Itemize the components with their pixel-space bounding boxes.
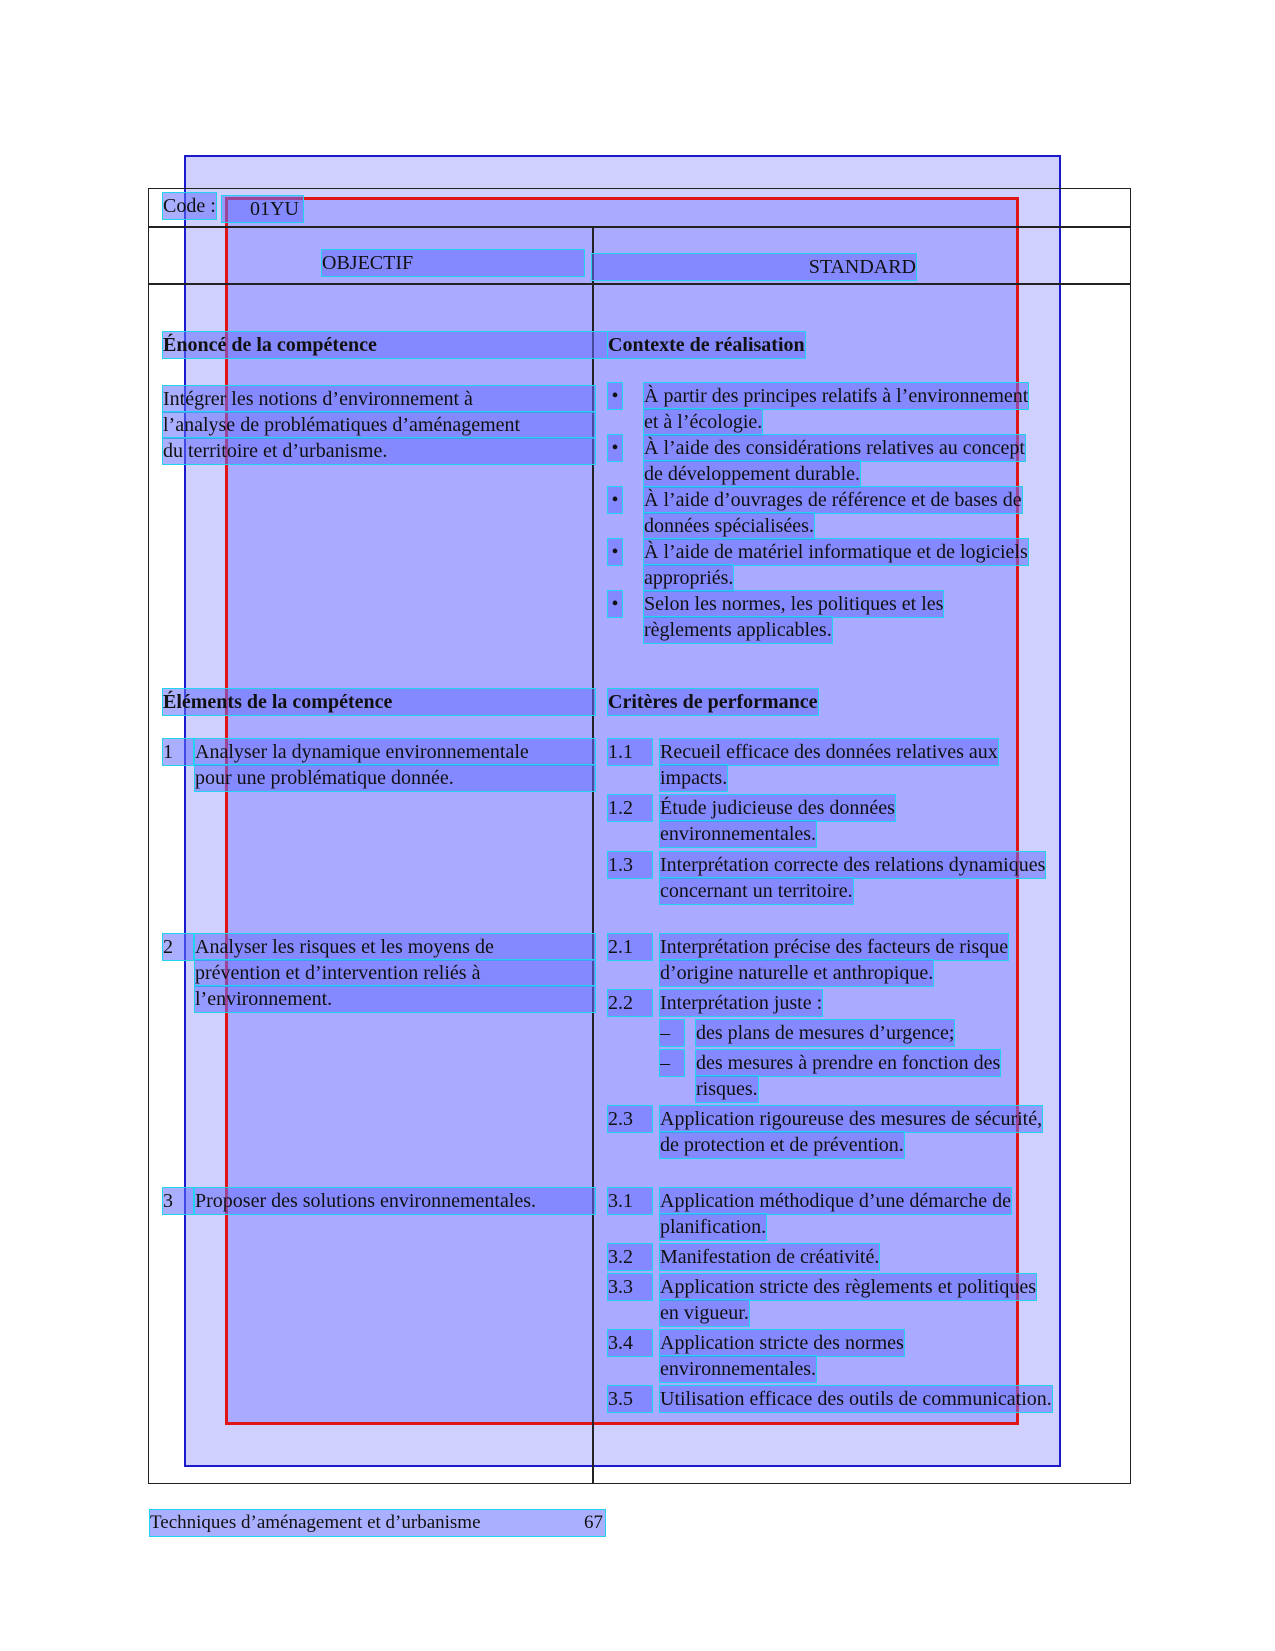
contexte-title: Contexte de réalisation [608, 334, 805, 356]
contexte-item-line: Selon les normes, les politiques et les [644, 593, 944, 615]
critere-number: 1.3 [608, 852, 652, 878]
element-line: Proposer des solutions environnementales. [195, 1188, 595, 1214]
critere-line: Interprétation précise des facteurs de risque [660, 936, 1009, 958]
footer-page-number: 67 [584, 1512, 603, 1533]
element-number: 3 [163, 1188, 193, 1214]
header-objectif: OBJECTIF [322, 250, 584, 276]
element-number: 2 [163, 934, 193, 960]
contexte-item-line: règlements applicables. [644, 619, 832, 641]
element-line: prévention et d’intervention reliés à [195, 960, 595, 986]
critere-number: 1.1 [608, 739, 652, 765]
table-divider-header [148, 283, 1131, 285]
dash-marker: – [660, 1020, 684, 1046]
critere-number: 3.5 [608, 1386, 652, 1412]
critere-line: concernant un territoire. [660, 880, 853, 902]
contexte-item-line: À l’aide d’ouvrages de référence et de bases de [644, 489, 1022, 511]
critere-line: Interprétation correcte des relations dynamiques [660, 854, 1046, 876]
critere-number: 3.3 [608, 1274, 652, 1300]
critere-number: 2.3 [608, 1106, 652, 1132]
critere-line: Recueil efficace des données relatives aux [660, 741, 998, 763]
table-divider-code [148, 226, 1131, 228]
critere-number: 3.4 [608, 1330, 652, 1356]
element-line: pour une problématique donnée. [195, 765, 595, 791]
code-value: 01YU [222, 196, 303, 222]
critere-line: de protection et de prévention. [660, 1134, 904, 1156]
critere-line: Application rigoureuse des mesures de sécurité, [660, 1108, 1043, 1130]
critere-number: 2.2 [608, 990, 652, 1016]
contexte-item-line: appropriés. [644, 567, 734, 589]
contexte-item-line: À partir des principes relatifs à l’environnement [644, 385, 1029, 407]
bullet-marker: • [608, 591, 622, 617]
bullet-marker: • [608, 435, 622, 461]
critere-line: Application méthodique d’une démarche de [660, 1190, 1011, 1212]
contexte-item-line: et à l’écologie. [644, 411, 763, 433]
contexte-item-line: À l’aide de matériel informatique et de logiciels [644, 541, 1028, 563]
critere-line: planification. [660, 1216, 767, 1238]
bullet-marker: • [608, 487, 622, 513]
critere-subline: des plans de mesures d’urgence; [696, 1022, 955, 1044]
dash-marker: – [660, 1050, 684, 1076]
critere-line: en vigueur. [660, 1302, 749, 1324]
enonce-line: Intégrer les notions d’environnement à [163, 386, 595, 412]
critere-line: Interprétation juste : [660, 992, 823, 1014]
element-number: 1 [163, 739, 193, 765]
page-footer [150, 1510, 605, 1536]
critere-line: Manifestation de créativité. [660, 1246, 880, 1268]
contexte-item-line: de développement durable. [644, 463, 861, 485]
element-line: l’environnement. [195, 986, 595, 1012]
enonce-line: du territoire et d’urbanisme. [163, 438, 595, 464]
element-line: Analyser les risques et les moyens de [195, 934, 595, 960]
enonce-title: Énoncé de la compétence [163, 332, 607, 358]
critere-line: Utilisation efficace des outils de communication. [660, 1388, 1052, 1410]
enonce-line: l’analyse de problématiques d’aménagement [163, 412, 595, 438]
critere-line: Application stricte des règlements et politiques [660, 1276, 1037, 1298]
critere-subline: risques. [696, 1078, 758, 1100]
element-line: Analyser la dynamique environnementale [195, 739, 595, 765]
contexte-item-line: données spécialisées. [644, 515, 814, 537]
header-standard: STANDARD [592, 254, 916, 280]
footer-title: Techniques d’aménagement et d’urbanisme [150, 1512, 481, 1533]
critere-line: environnementales. [660, 823, 817, 845]
critere-line: d’origine naturelle et anthropique. [660, 962, 934, 984]
critere-line: Étude judicieuse des données [660, 797, 895, 819]
code-label: Code : [163, 195, 216, 217]
critere-number: 2.1 [608, 934, 652, 960]
critere-number: 1.2 [608, 795, 652, 821]
critere-line: Application stricte des normes [660, 1332, 904, 1354]
bullet-marker: • [608, 539, 622, 565]
critere-subline: des mesures à prendre en fonction des [696, 1052, 1001, 1074]
criteres-title: Critères de performance [608, 691, 818, 713]
critere-line: environnementales. [660, 1358, 817, 1380]
critere-number: 3.1 [608, 1188, 652, 1214]
contexte-item-line: À l’aide des considérations relatives au concept [644, 437, 1025, 459]
critere-line: impacts. [660, 767, 728, 789]
critere-number: 3.2 [608, 1244, 652, 1270]
elements-title: Éléments de la compétence [163, 689, 595, 715]
bullet-marker: • [608, 383, 622, 409]
